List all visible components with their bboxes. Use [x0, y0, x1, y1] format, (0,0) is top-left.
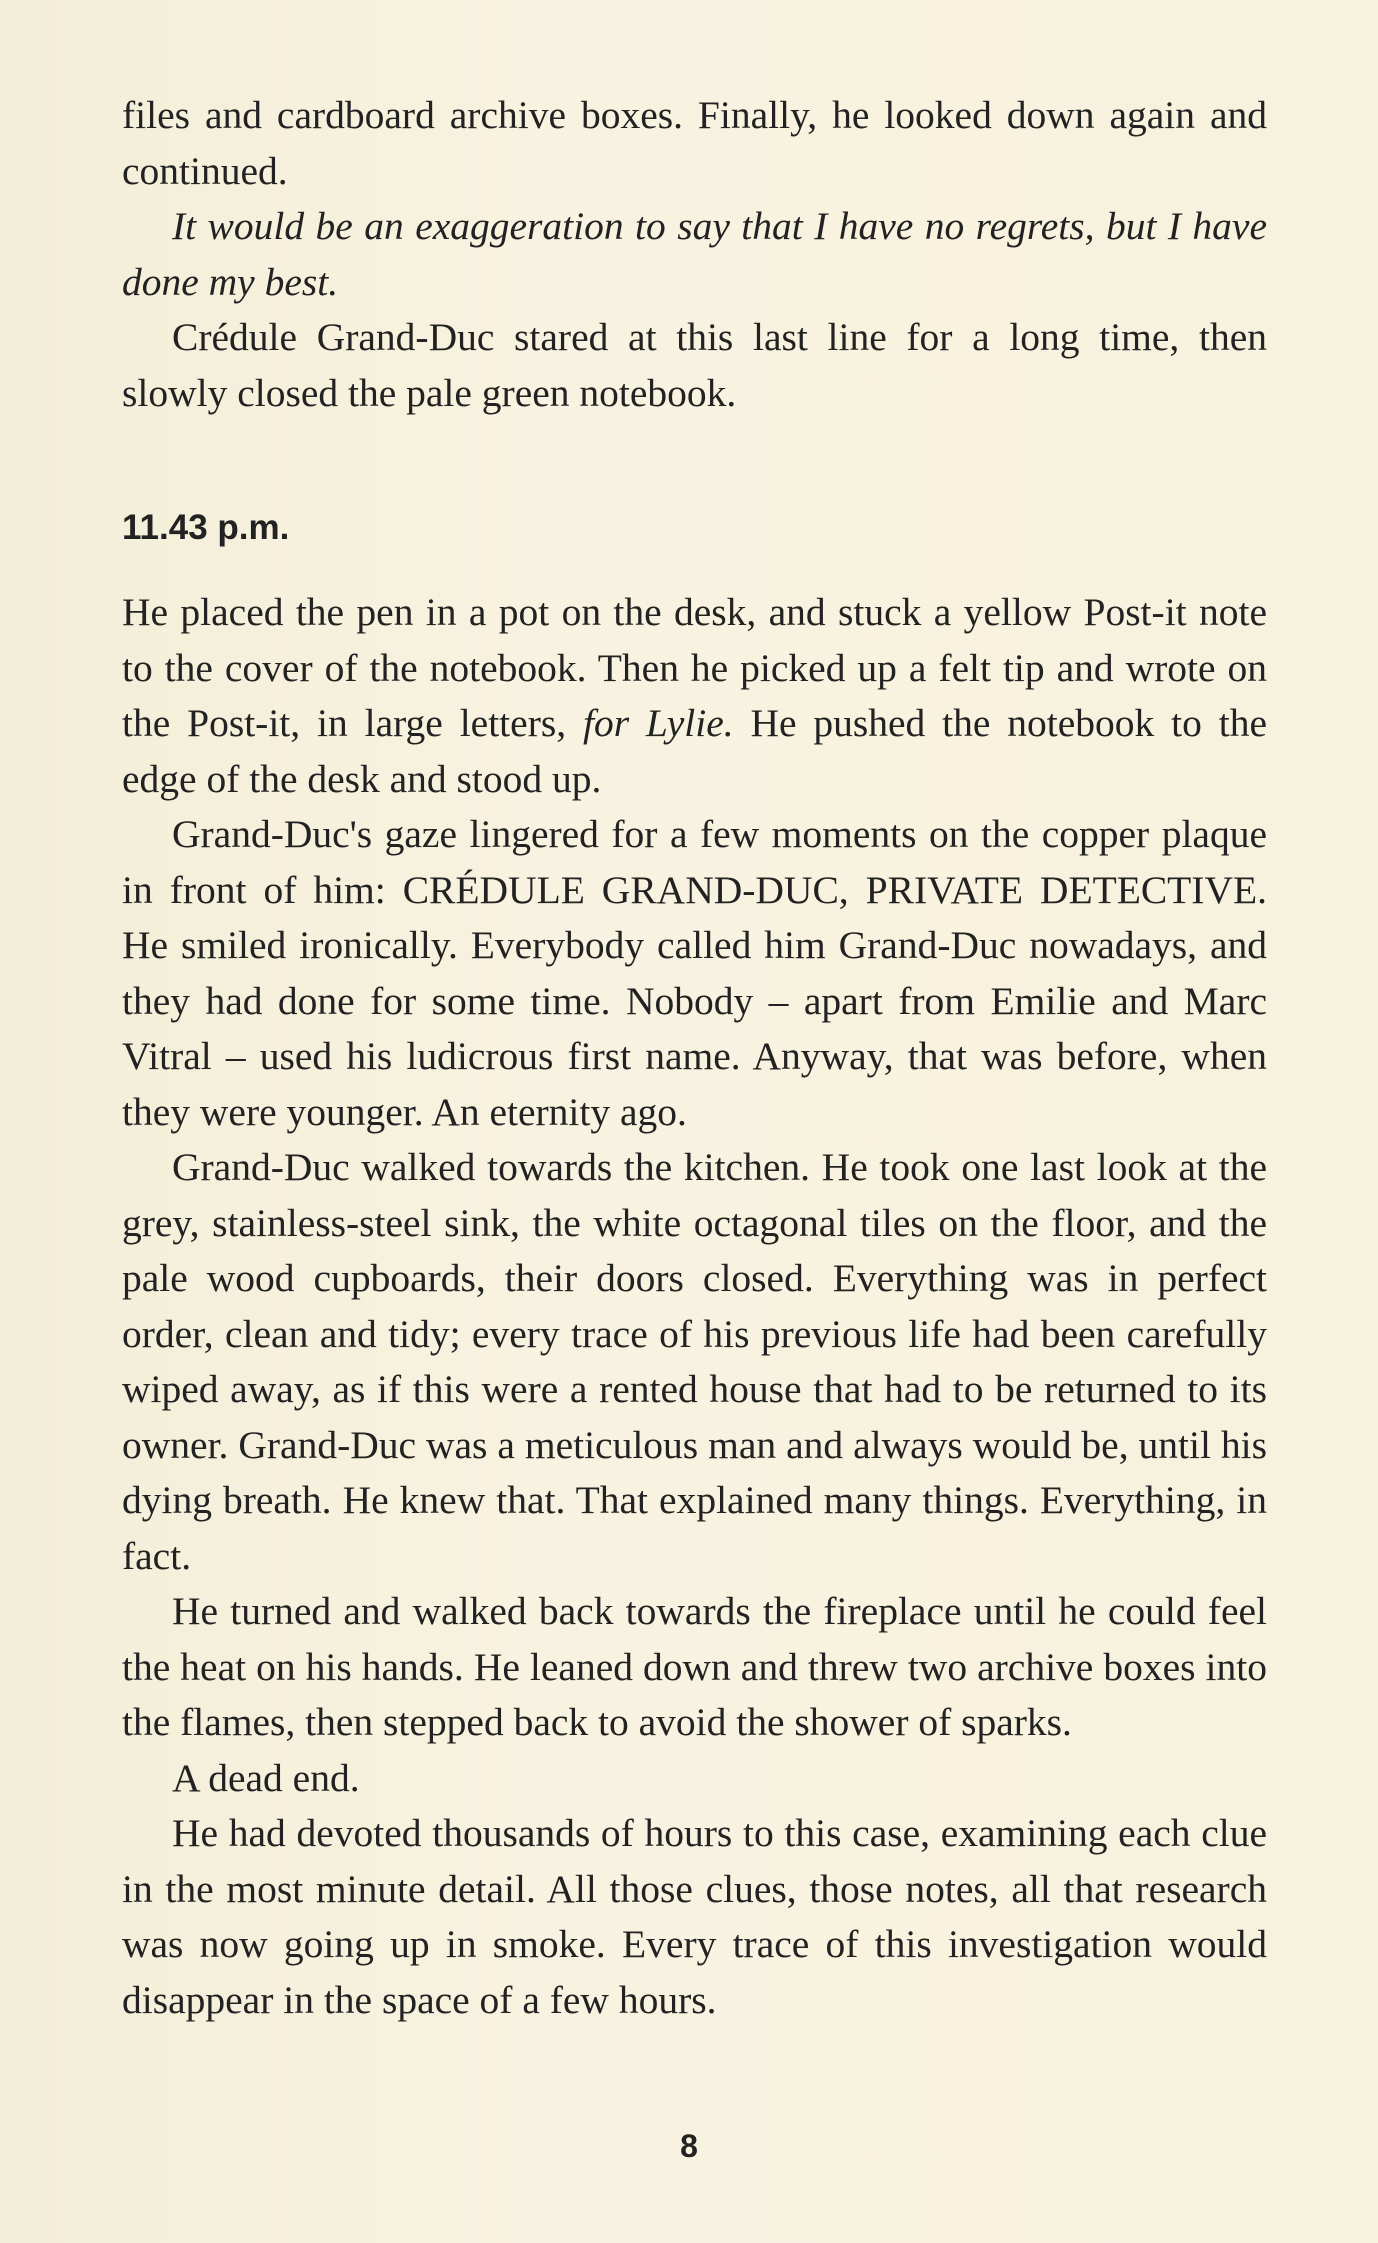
paragraph: He turned and walked back towards the fireplace until he could feel the heat on his hands. He leaned down and threw two archive boxes into the flames, then stepped back to avoid the shower of sparks.	[122, 1589, 1267, 1744]
page-number: 8	[680, 2128, 698, 2164]
paragraph: He had devoted thousands of hours to this case, examining each clue in the most minute detail. All those clues, those notes, all that research was now going up in smoke. Every trace of this investigation would disappear in the space of a few hours.	[122, 1811, 1267, 2022]
italic-quote-paragraph: It would be an exaggeration to say that I have no regrets, but I have done my best.	[122, 204, 1267, 304]
paragraph-text: He placed the pen in a pot on the desk, and stuck a yellow Post-it note to the cover of the notebook. Then he picked up a felt tip and wrote on the Post-it, in large letters,	[122, 590, 1267, 745]
italic-inline-text: for Lylie.	[582, 701, 734, 745]
paragraph: Grand-Duc walked towards the kitchen. He took one last look at the grey, stainless-steel sink, the white octagonal tiles on the floor, and the pale wood cupboards, their doors closed. Everything was in perfect order, clean and tidy; every trace of his previous life had been carefully wiped away, as if this were a rented house that had to be returned to its owner. Grand-Duc was a meticulous man and always would be, until his dying breath. He knew that. That explained many things. Everything, in fact.	[122, 1145, 1267, 1578]
paragraph: Crédule Grand-Duc stared at this last line for a long time, then slowly closed the pale green notebook.	[122, 315, 1267, 415]
paragraph-text: He pushed the notebook to the edge of the desk and stood up.	[122, 701, 1267, 801]
top-text-section	[122, 88, 1267, 421]
paragraph: Grand-Duc's gaze lingered for a few moments on the copper plaque in front of him: CRÉDULE GRAND-DUC, PRIVATE DETECTIVE. He smiled ironically. Everybody called him Grand-Duc nowadays, and they had done for some time. Nobody – apart from Emilie and Marc Vitral – used his ludicrous first name. Anyway, that was before, when they were younger. An eternity ago.	[122, 812, 1267, 1134]
paragraph: files and cardboard archive boxes. Finally, he looked down again and continued.	[122, 93, 1267, 193]
paragraph: A dead end.	[172, 1755, 360, 1800]
main-text-section	[122, 585, 1267, 2028]
paragraph	[122, 585, 1267, 807]
time-heading: 11.43 p.m.	[122, 508, 290, 547]
